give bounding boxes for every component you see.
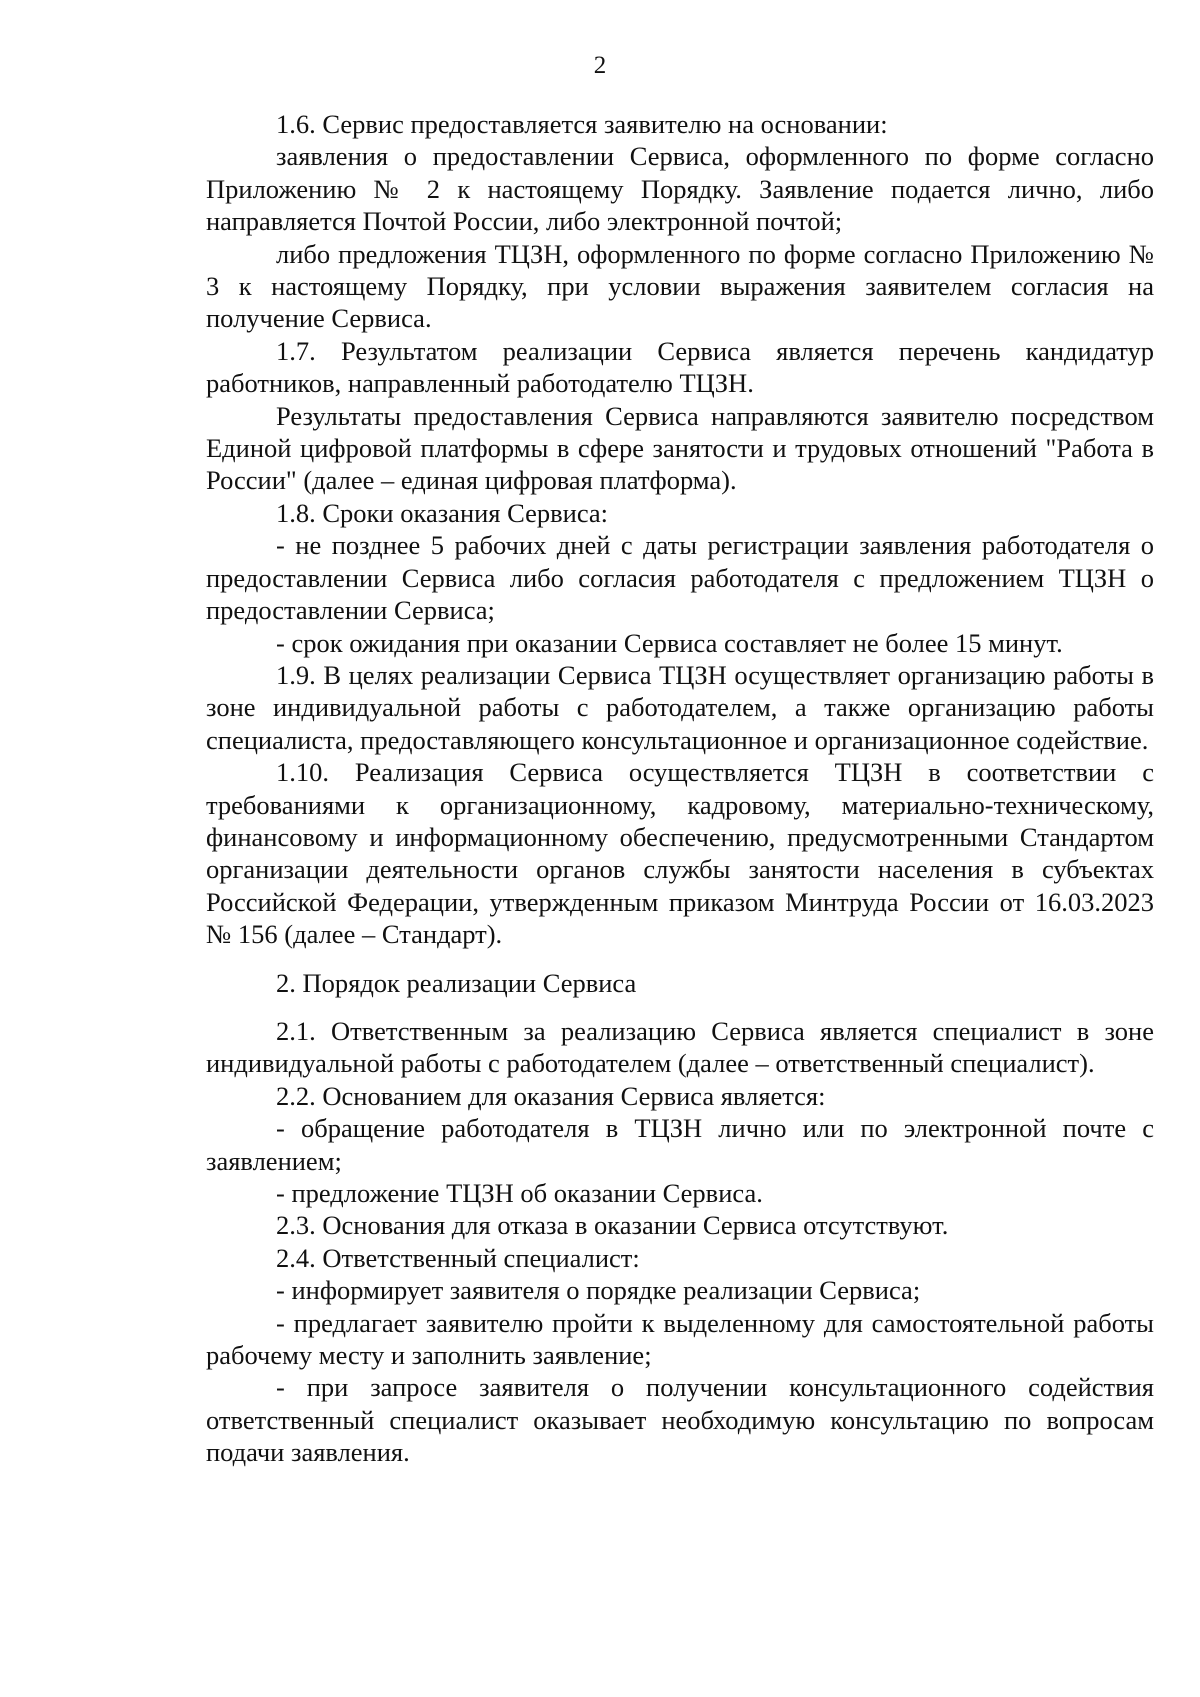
paragraph-2-2: 2.2. Основанием для оказания Сервиса является:: [276, 1080, 826, 1111]
paragraph-1-9: 1.9. В целях реализации Сервиса ТЦЗН осуществляет организацию работы в зоне индивидуальной работы с работодателем, а также организацию работы специалиста, предоставляющего консультационное и организационное содействие.: [206, 659, 1154, 755]
page-number: 2: [593, 52, 607, 79]
paragraph-request: - обращение работодателя в ТЦЗН лично или по электронной почте с заявлением;: [206, 1113, 1154, 1176]
document-body: [206, 108, 1154, 1469]
paragraph-1-7: 1.7. Результатом реализации Сервиса является перечень кандидатур работников, направленный работодателю ТЦЗН.: [206, 335, 1154, 399]
paragraph-2-4: 2.4. Ответственный специалист:: [276, 1242, 640, 1273]
paragraph-application: заявления о предоставлении Сервиса, оформленного по форме согласно Приложению № 2 к настоящему Порядку. Заявление подается лично, либо направляется Почтой России, либо электронной почтой;: [206, 141, 1154, 237]
paragraph-informs: - информирует заявителя о порядке реализации Сервиса;: [276, 1275, 921, 1306]
paragraph-waiting-time: - срок ожидания при оказании Сервиса составляет не более 15 минут.: [276, 627, 1063, 658]
section-heading-2: 2. Порядок реализации Сервиса: [276, 967, 637, 998]
paragraph-suggests: - предлагает заявителю пройти к выделенному для самостоятельной работы рабочему месту и заполнить заявление;: [206, 1307, 1154, 1371]
paragraph-deadline: - не позднее 5 рабочих дней с даты регистрации заявления работодателя о предоставлении Сервиса либо согласия работодателя с предложением ТЦЗН о предоставлении Сервиса;: [206, 530, 1154, 626]
paragraph-results: Результаты предоставления Сервиса направляются заявителю посредством Единой цифровой платформы в сфере занятости и трудовых отношений "Работа в России" (далее – единая цифровая платформа).: [206, 400, 1154, 496]
paragraph-proposal: либо предложения ТЦЗН, оформленного по форме согласно Приложению № 3 к настоящему Порядку, при условии выражения заявителем согласия на получение Сервиса.: [206, 238, 1154, 334]
paragraph-1-8: 1.8. Сроки оказания Сервиса:: [276, 497, 609, 528]
paragraph-consultation: - при запросе заявителя о получении консультационного содействия ответственный специалист оказывает необходимую консультацию по вопросам подачи заявления.: [206, 1372, 1154, 1468]
paragraph-2-3: 2.3. Основания для отказа в оказании Сервиса отсутствуют.: [276, 1210, 949, 1241]
paragraph-2-1: 2.1. Ответственным за реализацию Сервиса является специалист в зоне индивидуальной работы с работодателем (далее – ответственный специалист).: [206, 1015, 1154, 1079]
paragraph-offer: - предложение ТЦЗН об оказании Сервиса.: [276, 1178, 763, 1208]
paragraph-1-10: 1.10. Реализация Сервиса осуществляется ТЦЗН в соответствии с требованиями к организационному, кадровому, материально-техническому, финансовому и информационному обеспечению, предусмотренными Стандартом организации деятельности органов службы занятости населения в субъектах Российской Федерации, утвержденным приказом Минтруда России от 16.03.2023 № 156 (далее – Стандарт).: [206, 757, 1154, 950]
paragraph-1-6: 1.6. Сервис предоставляется заявителю на основании:: [276, 109, 888, 139]
